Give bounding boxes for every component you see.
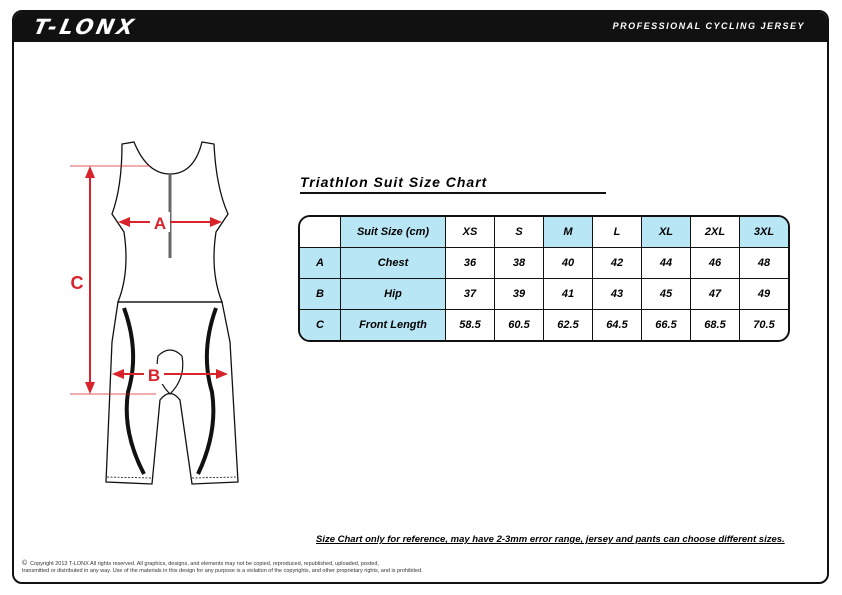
row-name-hip: Hip — [341, 279, 446, 310]
row-name-chest: Chest — [341, 248, 446, 279]
suit-diagram — [52, 132, 272, 502]
row-letter-b: B — [300, 279, 341, 310]
b-arrow-head-left — [112, 369, 124, 379]
size-header-3xl: 3XL — [740, 217, 788, 248]
reference-note: Size Chart only for reference, may have 2-3mm error range, jersey and pants can choose different sizes. — [316, 534, 785, 545]
table-cell: 58.5 — [446, 310, 495, 340]
table-cell: 46 — [691, 248, 740, 279]
row-letter-a: A — [300, 248, 341, 279]
table-header-row — [300, 217, 788, 248]
size-header-xs: XS — [446, 217, 495, 248]
table-cell: 43 — [593, 279, 642, 310]
b-arrow-head-right — [216, 369, 228, 379]
a-label: A — [153, 214, 167, 233]
suit-size-header: Suit Size (cm) — [341, 217, 446, 248]
b-label: B — [147, 366, 161, 385]
table-cell: 36 — [446, 248, 495, 279]
c-arrow-head-top — [85, 166, 95, 178]
table-cell: 48 — [740, 248, 788, 279]
header-bar — [14, 12, 827, 42]
shorts-outline — [106, 302, 238, 484]
copyright-icon: © — [22, 560, 28, 567]
table-cell: 70.5 — [753, 319, 775, 331]
table-cell: 66.5 — [642, 310, 691, 340]
right-side-panel — [198, 308, 216, 474]
table-row-chest — [300, 248, 788, 279]
copyright-line-2: transmitted or distributed in any way. Use of the materials in this design for any purpose is a violation of the copyrights, and other proprietary rights, and is prohibited. — [22, 568, 423, 574]
copyright-text — [22, 560, 542, 575]
left-hem — [107, 477, 152, 478]
table-cell: 42 — [593, 248, 642, 279]
row-letter-c: C — [300, 310, 341, 340]
right-hem — [192, 477, 237, 478]
size-header-m: M — [544, 217, 593, 248]
table-cell: 38 — [495, 248, 544, 279]
left-side-panel — [124, 308, 144, 474]
table-cell: 60.5 — [495, 310, 544, 340]
table-cell: 44 — [642, 248, 691, 279]
c-label: C — [70, 273, 84, 293]
row-name-front-length: Front Length — [341, 310, 446, 340]
copyright-line-1: Copyright 2013 T-LONX All rights reserved. All graphics, designs, and elements may not be copied, reproduced, republished, uploaded, posted, — [30, 561, 379, 567]
table-cell: 37 — [446, 279, 495, 310]
tagline: PROFESSIONAL CYCLING JERSEY — [612, 21, 805, 31]
size-table — [298, 215, 790, 342]
size-chart-frame — [12, 10, 829, 584]
size-header-xl: XL — [642, 217, 691, 248]
table-cell: 41 — [544, 279, 593, 310]
table-cell: 49 — [740, 279, 788, 310]
table-cell: 64.5 — [593, 310, 642, 340]
table-cell: 39 — [495, 279, 544, 310]
table-cell: 68.5 — [691, 310, 740, 340]
c-arrow-head-bottom — [85, 382, 95, 394]
table-cell: 40 — [544, 248, 593, 279]
size-header-s: S — [495, 217, 544, 248]
table-row-hip — [300, 279, 788, 310]
chart-title-underline — [300, 174, 606, 194]
chart-title: Triathlon Suit Size Chart — [300, 174, 488, 190]
table-cell: 45 — [642, 279, 691, 310]
size-header-2xl: 2XL — [691, 217, 740, 248]
table-row-front-length — [300, 310, 788, 340]
size-header-l: L — [593, 217, 642, 248]
table-cell: 62.5 — [544, 310, 593, 340]
brand-logo: T-LONX — [31, 15, 139, 39]
table-cell: 47 — [691, 279, 740, 310]
table-corner-cell — [300, 217, 341, 248]
